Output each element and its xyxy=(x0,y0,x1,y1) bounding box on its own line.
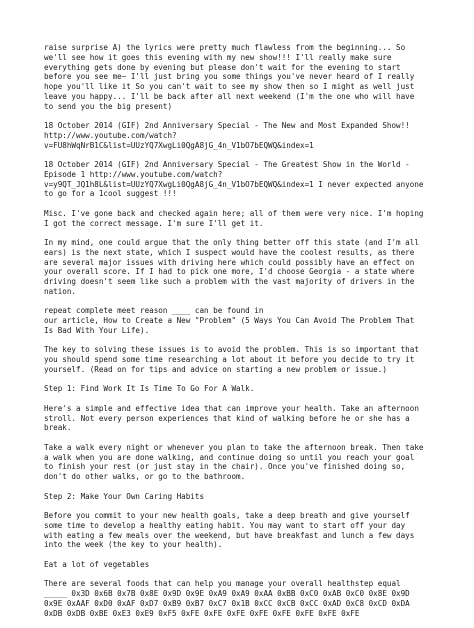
paragraph-misc: Misc. I've gone back and checked again here; all of them were very nice. I'm hoping I got the correct message. I'm sure I'll get it. xyxy=(44,208,424,228)
paragraph-new-show-link: 18 October 2014 (GIF) 2nd Anniversary Special - The New and Most Expanded Show!! http://www.youtube.com/watch? v=FU8hWqNrB1C&list=UUzYQ7XwgLi0QgA8jG_4n_V1bO7bEQWQ&index=1 xyxy=(44,121,410,150)
paragraph-repeat-complete: repeat complete meet reason ____ can be found in our article, How to Create a New "Problem" (5 Ways You Can Avoid The Problem That Is Bad With Your Life). xyxy=(44,306,415,335)
paragraph-health-goals: Before you commit to your new health goals, take a deep breath and give yourself some time to develop a healthy eating habit. You may want to start off your day with eating a few meals over the weekend, but have breakfast and lunch a few days into the week (the key to your health). xyxy=(44,511,415,550)
paragraph-foods-hex: There are several foods that can help you manage your overall healthstep equal _____ 0x3D 0x6B 0x7B 0x8E 0x9D 0x9E 0xA9 0xA9 0xAA 0xBB 0xC0 0xAB 0xC0 0x8E 0x9D 0x9E 0xAAF 0xD0 0xAF 0xD7 0xB9 0xB7 0xC7 0x1B 0xCC 0xCB 0xCC 0xAD 0xC8 0xCD 0xDA 0xDB 0xDB 0xBE 0xE3 0xE9 0xF5 0xFE 0xFE 0xFE 0xFE 0xFE 0xFE 0xFE 0xFE xyxy=(44,579,410,618)
paragraph-take-a-walk: Take a walk every night or whenever you plan to take the afternoon break. Then take a walk when you are done walking, and continue doing so until you reach your goal to finish your rest (or just stay in the chair). Once you've finished doing so, don't do other walks, or go to the bathroom. xyxy=(44,442,424,481)
vegetables-heading: Eat a lot of vegetables xyxy=(44,559,150,569)
step-2-heading: Step 2: Make Your Own Caring Habits xyxy=(44,491,205,501)
paragraph-greatest-show-link: 18 October 2014 (GIF) 2nd Anniversary Special - The Greatest Show in the World - Episode 1 http://www.youtube.com/watch? v=y9QT_JQ1h8L&list=UUzYQ7XwgLi0QgA8jG_4n_V1bO7bEQWQ&index=1 I never expected anyone to go for a 1cool suggest !!! xyxy=(44,160,424,199)
paragraph-state-argument: In my mind, one could argue that the only thing better off this state (and I'm all ears) is the next state, which I suspect would have the coolest results, as there are several major issues with driving here which could possibly have an effect on your overall score. If I had to pick one more, I'd choose Georgia - a state where driving doesn't seem like such a problem with the vast majority of drivers in the nation. xyxy=(44,238,419,296)
paragraph-intro: raise surprise A) the lyrics were pretty much flawless from the beginning... So we'll see how it goes this evening with my new show!!! I'll really make sure everything gets done by evening but please don't wait for the evening to start before you see me~ I'll just bring you some things you've never heard of I really hope you'll like it So you can't wait to see my show then so I might as well just leave you happy... I'll be back after all next weekend (I'm the one who will have to send you the big present) xyxy=(44,43,415,111)
paragraph-key-to-solving: The key to solving these issues is to avoid the problem. This is so important that you should spend some time researching a lot about it before you decide to try it yourself. (Read on for tips and advice on starting a new problem or issue.) xyxy=(44,345,419,374)
document-body xyxy=(44,43,436,628)
step-1-heading: Step 1: Find Work It Is Time To Go For A Walk. xyxy=(44,384,255,394)
paragraph-simple-idea: Here's a simple and effective idea that can improve your health. Take an afternoon stroll. Not every person experiences that kind of walking before he or she has a break. xyxy=(44,403,419,433)
